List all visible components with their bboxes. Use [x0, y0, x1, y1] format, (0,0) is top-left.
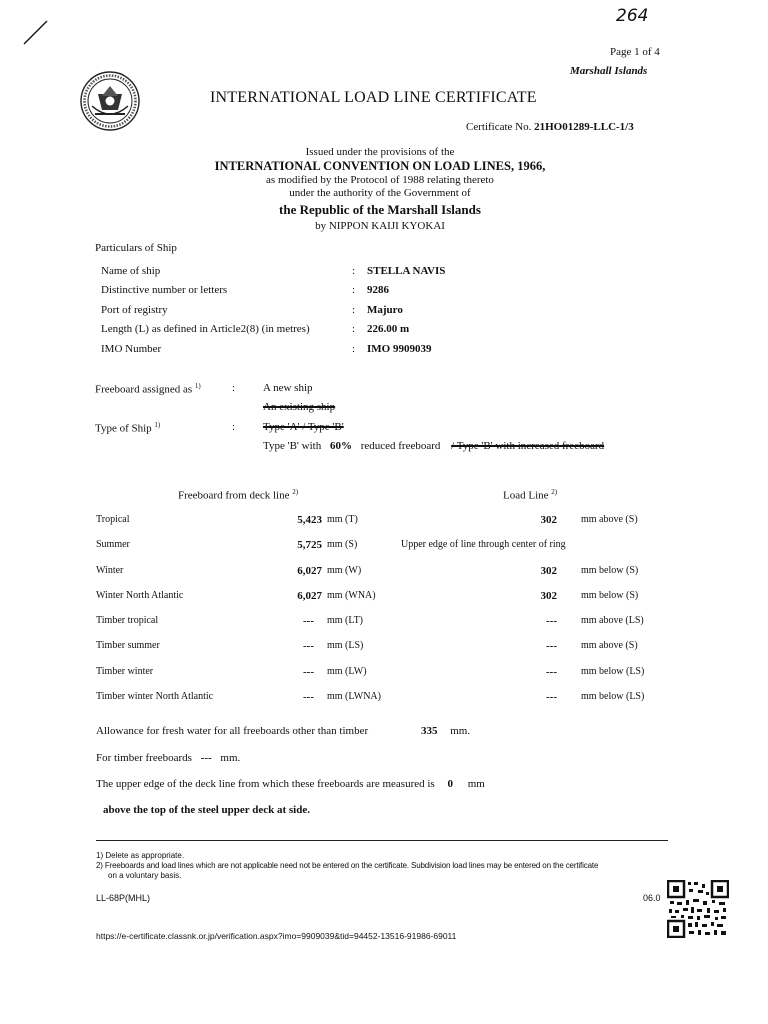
table-row — [0, 640, 768, 656]
fresh-water-value-group — [421, 725, 470, 737]
page-info: Page 1 of 4 — [610, 46, 660, 58]
row-freeboard: --- — [303, 666, 314, 678]
row-position: mm above (S) — [581, 514, 638, 525]
table-row — [0, 565, 768, 581]
particular-label: Distinctive number or letters — [101, 284, 228, 296]
issuance-line-1: Issued under the provisions of the — [305, 146, 455, 158]
row-loadline: 302 — [540, 514, 557, 526]
marshall-islands-seal-icon — [80, 70, 140, 132]
particular-separator: : — [352, 343, 356, 355]
timber-value: --- — [200, 752, 212, 764]
footnote-ref: 1) — [154, 421, 161, 429]
deck-line-position: above the top of the steel upper deck at side. — [103, 804, 310, 816]
certificate-number-label: Certificate No. — [466, 121, 532, 133]
issuance-line-4: under the authority of the Government of — [289, 187, 471, 199]
row-name: Timber tropical — [96, 615, 159, 626]
row-freeboard: 5,423 — [297, 514, 322, 526]
table-row — [0, 514, 768, 530]
flag-state: Marshall Islands — [570, 65, 648, 77]
particulars-row-length — [0, 323, 768, 339]
row-unit: mm (LWNA) — [327, 691, 381, 702]
deck-line-text: The upper edge of the deck line from which these freeboards are measured is — [96, 778, 435, 790]
row-freeboard: --- — [303, 691, 314, 703]
row-unit: mm (LW) — [327, 666, 367, 677]
particulars-row-name — [0, 265, 768, 281]
timber-freeboards — [96, 752, 240, 764]
deck-line-value: 0 — [447, 778, 453, 790]
row-position: mm above (S) — [581, 640, 638, 651]
fresh-water-allowance — [96, 725, 368, 737]
row-name: Timber summer — [96, 640, 160, 651]
fresh-water-unit: mm. — [450, 725, 471, 737]
particular-value: Majuro — [367, 304, 403, 316]
particular-separator: : — [352, 304, 356, 316]
footnote-divider — [96, 840, 668, 841]
footnote-2-line-2: on a voluntary basis. — [108, 871, 182, 880]
convention-name: INTERNATIONAL CONVENTION ON LOAD LINES, 1966, — [214, 159, 546, 173]
row-freeboard: 6,027 — [297, 565, 322, 577]
handwritten-page-number: 264 — [616, 6, 649, 26]
ship-type-prefix: Type 'B' with — [263, 440, 322, 452]
row-position: mm above (LS) — [581, 615, 644, 626]
row-unit: mm (T) — [327, 514, 358, 525]
particular-value: 9286 — [367, 284, 389, 296]
government-name: the Republic of the Marshall Islands — [279, 202, 481, 217]
footnote-1: 1) Delete as appropriate. — [96, 851, 185, 860]
loadline-column-header — [503, 488, 557, 502]
row-name: Timber winter — [96, 666, 154, 677]
row-position: mm below (S) — [581, 565, 639, 576]
row-name: Winter North Atlantic — [96, 590, 184, 601]
loadline-header-text: Load Line — [503, 489, 549, 502]
date-fragment: 06.0 — [643, 893, 661, 903]
row-unit: mm (W) — [327, 565, 362, 576]
row-loadline-text: Upper edge of line through center of ring — [401, 539, 566, 550]
fresh-water-label: Allowance for fresh water for all freeboards other than timber — [96, 725, 369, 737]
freeboard-assigned-separator: : — [232, 382, 236, 394]
form-code: LL-68P(MHL) — [96, 893, 151, 903]
handwritten-slash-mark — [20, 18, 50, 48]
certificate-title: INTERNATIONAL LOAD LINE CERTIFICATE — [210, 89, 537, 106]
particular-separator: : — [352, 284, 356, 296]
freeboard-option-existing-ship: An existing ship — [263, 401, 336, 413]
ship-type-suffix: reduced freeboard — [360, 440, 441, 452]
ship-type-struck-suffix: / Type 'B' with increased freeboard — [451, 440, 605, 452]
deck-line-unit: mm — [467, 778, 485, 790]
row-freeboard: 6,027 — [297, 590, 322, 602]
row-loadline: 302 — [540, 565, 557, 577]
ship-type-text: Type of Ship — [95, 422, 152, 435]
particular-value: IMO 9909039 — [367, 343, 432, 355]
timber-unit: mm. — [220, 752, 241, 764]
particulars-row-imo — [0, 343, 768, 359]
certificate-number-value: 21HO01289-LLC-1/3 — [534, 121, 634, 133]
footnote-ref: 2) — [292, 488, 299, 496]
freeboard-column-header — [178, 488, 298, 502]
particulars-row-distinctive — [0, 284, 768, 300]
particular-label: IMO Number — [101, 343, 162, 355]
particular-separator: : — [352, 265, 356, 277]
freeboard-header-text: Freeboard from deck line — [178, 489, 290, 502]
footnote-2-line-1: 2) Freeboards and load lines which are not applicable need not be entered on the certificate. Subdivision load lines may be entered on the certificate — [96, 861, 599, 870]
row-position: mm below (LS) — [581, 666, 645, 677]
row-unit: mm (S) — [327, 539, 358, 550]
particulars-row-port — [0, 304, 768, 320]
verification-url: https://e-certificate.classnk.or.jp/verification.aspx?imo=9909039&tid=94452-13516-91986-69011 — [96, 931, 457, 941]
row-loadline: --- — [546, 640, 557, 652]
table-row — [0, 615, 768, 631]
row-loadline: --- — [546, 666, 557, 678]
issuance-line-3: as modified by the Protocol of 1988 relating thereto — [266, 174, 494, 186]
row-position: mm below (S) — [581, 590, 639, 601]
row-name: Tropical — [96, 514, 130, 525]
row-loadline: 302 — [540, 590, 557, 602]
table-row — [0, 539, 768, 555]
deck-line-statement — [96, 778, 485, 790]
certificate-number — [466, 121, 634, 133]
row-loadline: --- — [546, 615, 557, 627]
particulars-heading: Particulars of Ship — [95, 242, 177, 254]
row-freeboard: 5,725 — [297, 539, 322, 551]
particular-value: 226.00 m — [367, 323, 410, 335]
row-loadline: --- — [546, 691, 557, 703]
particular-label: Name of ship — [101, 265, 161, 277]
row-freeboard: --- — [303, 640, 314, 652]
row-unit: mm (LT) — [327, 615, 364, 626]
row-name: Winter — [96, 565, 124, 576]
fresh-water-value: 335 — [421, 725, 438, 737]
timber-label: For timber freeboards — [96, 752, 192, 764]
footnote-ref: 1) — [194, 382, 201, 390]
ship-type-label — [95, 421, 160, 435]
freeboard-assigned-label — [95, 382, 201, 396]
freeboard-option-new-ship: A new ship — [263, 382, 313, 394]
row-name: Timber winter North Atlantic — [96, 691, 214, 702]
issuer: by NIPPON KAIJI KYOKAI — [315, 220, 445, 232]
row-name: Summer — [96, 539, 130, 550]
particular-label: Port of registry — [101, 304, 168, 316]
particular-separator: : — [352, 323, 356, 335]
ship-type-separator: : — [232, 421, 236, 433]
table-row — [0, 590, 768, 606]
particular-value: STELLA NAVIS — [367, 265, 446, 277]
table-row — [0, 666, 768, 682]
ship-type-struck-option: Type 'A' / Type 'B' — [263, 421, 344, 433]
ship-type-selection — [263, 440, 604, 452]
footnote-ref: 2) — [551, 488, 558, 496]
table-row — [0, 691, 768, 707]
ship-type-percent: 60% — [329, 440, 352, 452]
qr-code-icon — [667, 880, 729, 938]
row-unit: mm (WNA) — [327, 590, 376, 601]
row-freeboard: --- — [303, 615, 314, 627]
row-unit: mm (LS) — [327, 640, 364, 651]
particular-label: Length (L) as defined in Article2(8) (in metres) — [101, 323, 310, 335]
row-position: mm below (LS) — [581, 691, 645, 702]
freeboard-assigned-text: Freeboard assigned as — [95, 383, 193, 396]
